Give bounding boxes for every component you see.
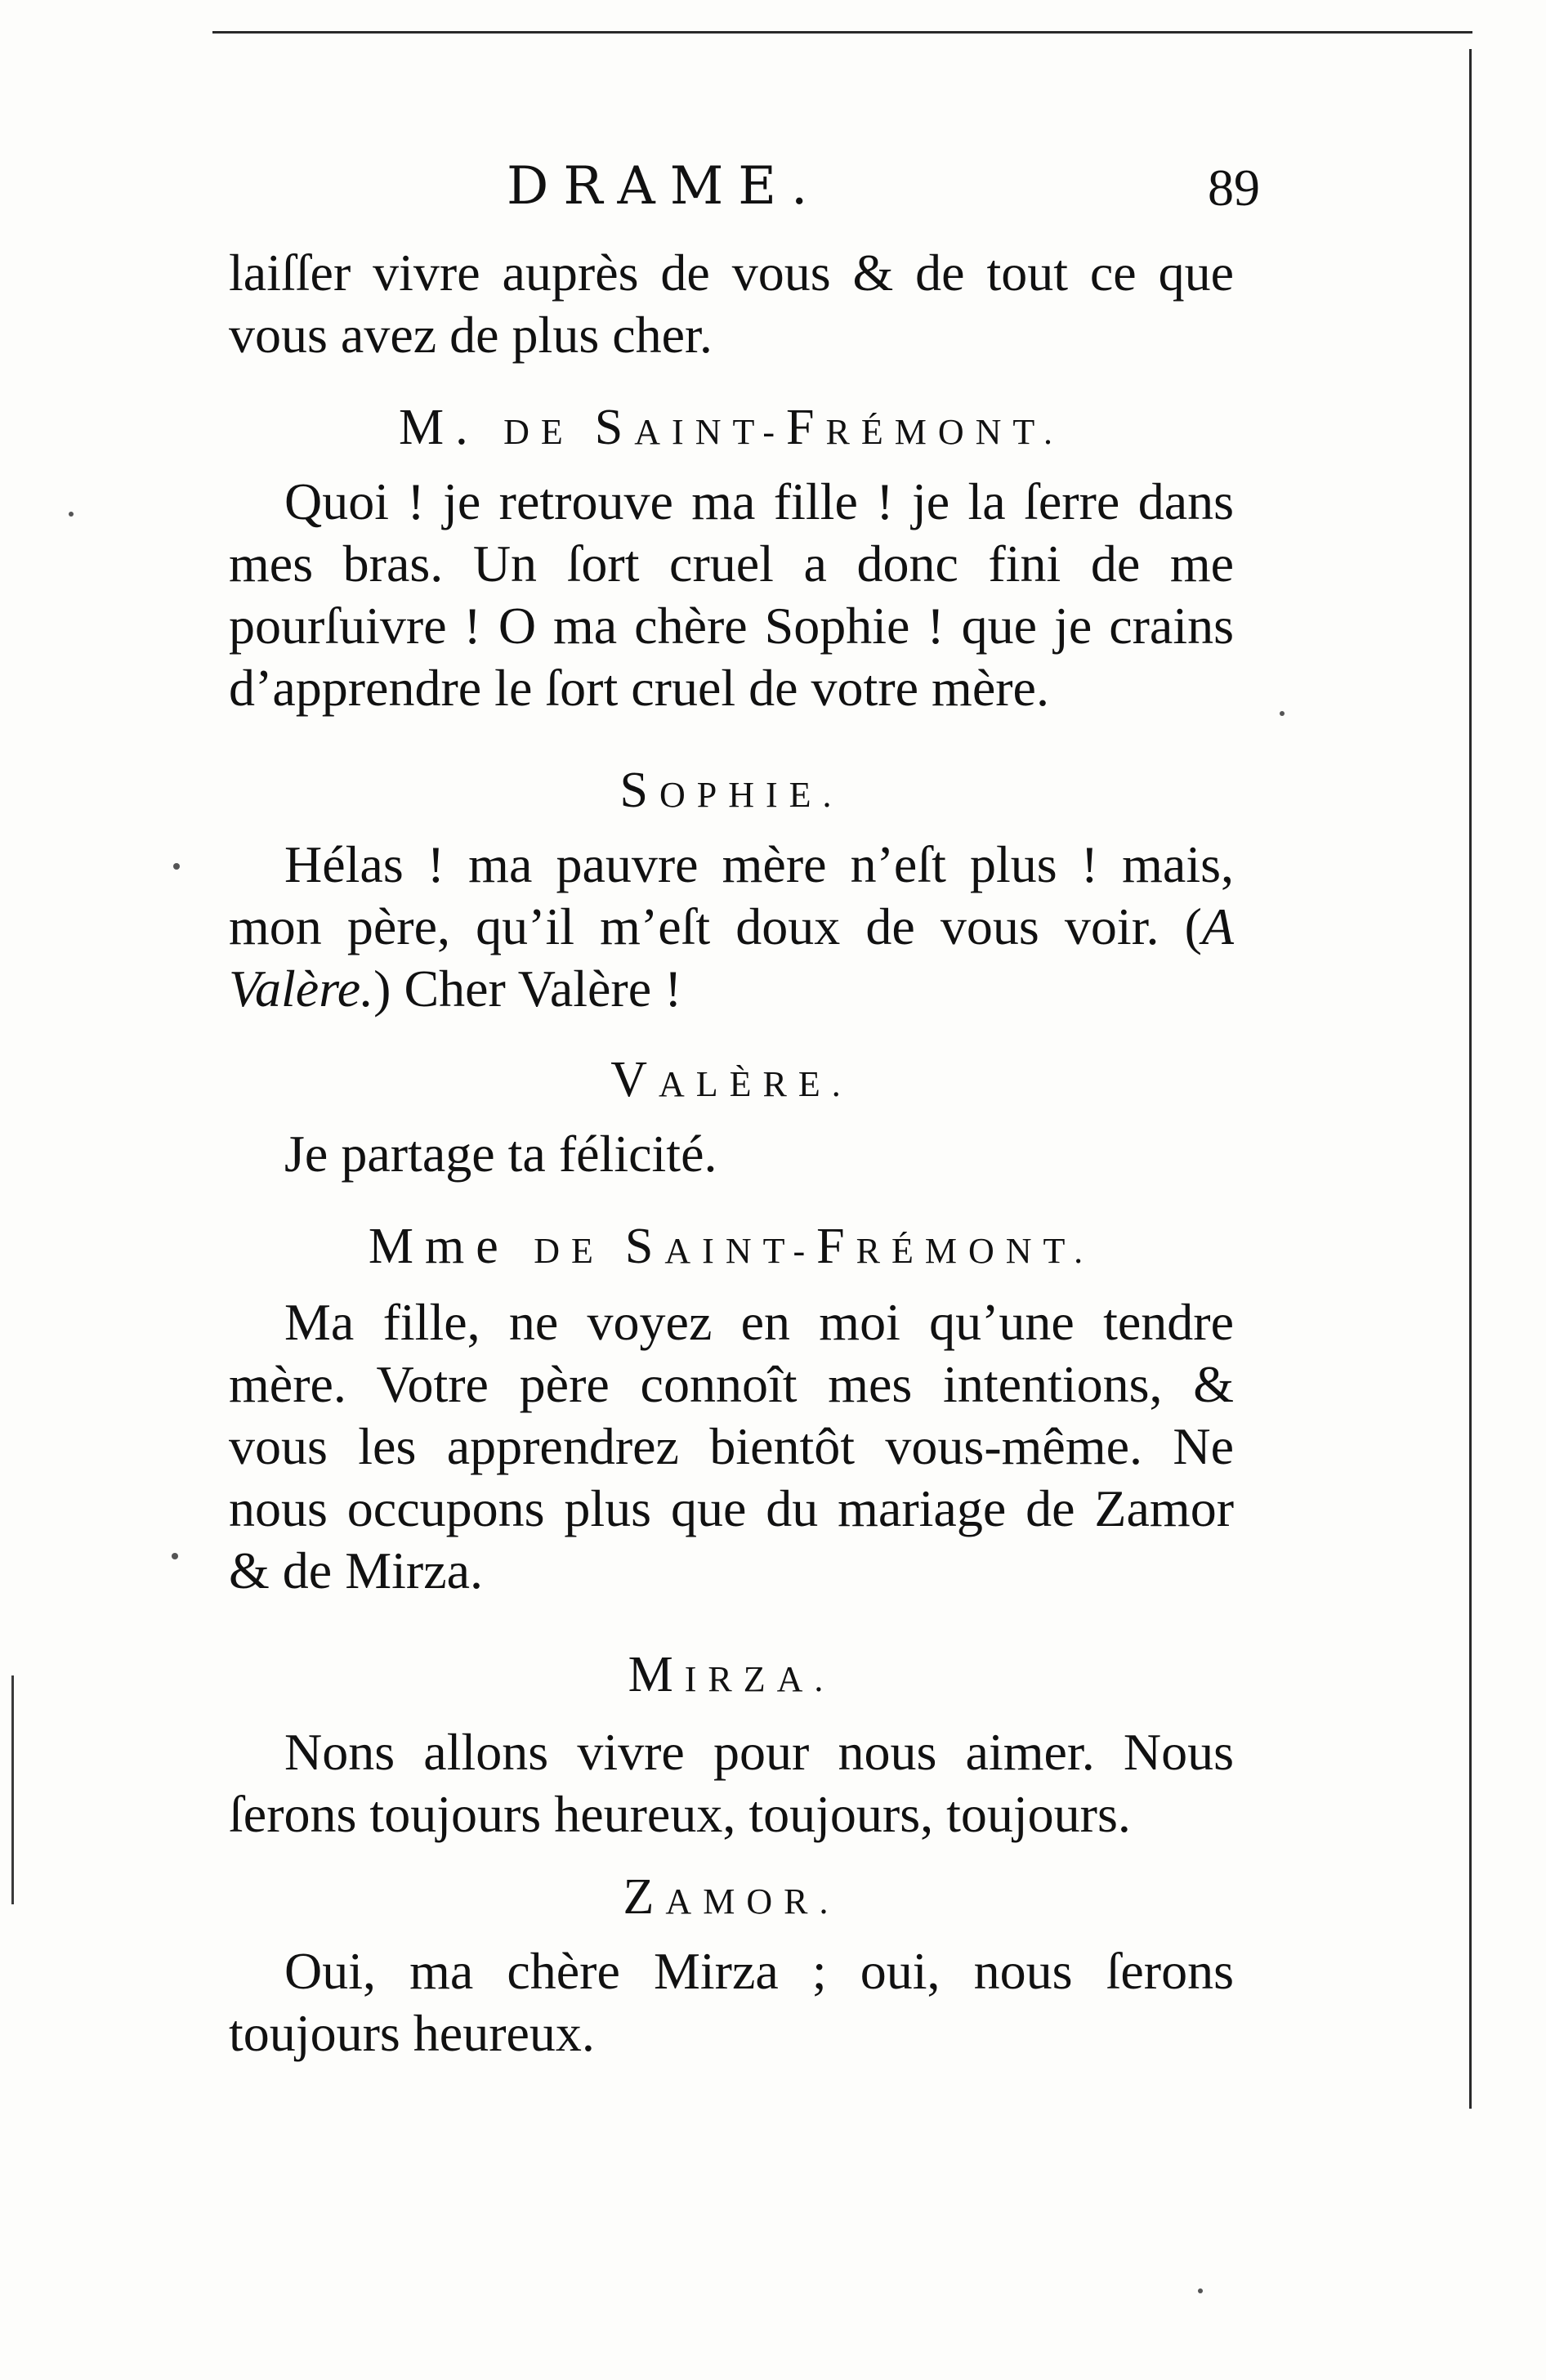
page-frame-top-rule bbox=[212, 31, 1472, 34]
paragraph-text: Nons allons vivre pour nous aimer. Nous ſerons toujours heureux, toujours, toujours. bbox=[229, 1723, 1234, 1843]
scan-speck bbox=[1280, 711, 1285, 716]
speaker-name-rest: IRZA. bbox=[684, 1659, 835, 1699]
scan-speck bbox=[69, 512, 74, 517]
paragraph-text: Oui, ma chère Mirza ; oui, nous ſerons toujours heureux. bbox=[229, 1942, 1234, 2062]
speaker-heading-mme-saint-fremont bbox=[229, 1221, 1234, 1272]
speaker-name-rest-2: RÉMONT. bbox=[825, 412, 1064, 452]
page-number: 89 bbox=[1208, 159, 1260, 217]
stage-direction: A Valère. bbox=[229, 897, 1234, 1018]
speaker-name-rest: AMOR. bbox=[665, 1881, 840, 1921]
paragraph-text: Quoi ! je retrouve ma fille ! je la ſerre dans mes bras. Un ſort cruel a donc fini de me pourſuivre ! O ma chère Sophie ! que je crains d’apprendre le ſort cruel de votre mère. bbox=[229, 472, 1234, 717]
speaker-initial-2: F bbox=[785, 400, 826, 455]
page-frame-left-rule bbox=[11, 1675, 14, 1904]
speaker-heading-saint-fremont bbox=[229, 402, 1234, 453]
speaker-name-rest: AINT- bbox=[634, 412, 786, 452]
speaker-heading-valere bbox=[229, 1054, 1234, 1105]
speaker-initial: V bbox=[610, 1052, 659, 1107]
text-after-stage-direction: ) Cher Valère ! bbox=[373, 960, 682, 1018]
speech-mme-saint-fremont bbox=[229, 1291, 1234, 1602]
paragraph-text bbox=[229, 834, 1234, 1020]
scan-speck bbox=[172, 1553, 178, 1559]
speaker-particle: DE bbox=[534, 1231, 625, 1271]
speaker-initial: S bbox=[594, 400, 635, 455]
speech-valere bbox=[229, 1123, 1234, 1185]
speaker-initial: S bbox=[619, 763, 659, 818]
speech-sophie bbox=[229, 834, 1234, 1020]
speaker-particle: DE bbox=[503, 412, 595, 452]
speech-zamor bbox=[229, 1940, 1234, 2065]
speaker-heading-mirza bbox=[229, 1649, 1234, 1700]
speaker-initial: S bbox=[624, 1219, 665, 1274]
paragraph-text: Je partage ta félicité. bbox=[284, 1125, 717, 1183]
speaker-heading-sophie bbox=[229, 765, 1234, 816]
speech-saint-fremont bbox=[229, 471, 1234, 719]
speaker-name-rest: OPHIE. bbox=[659, 775, 843, 815]
speaker-initial: Z bbox=[623, 1869, 666, 1925]
running-head: DRAME. bbox=[507, 156, 823, 217]
scan-speck bbox=[173, 863, 180, 870]
speech-mirza bbox=[229, 1721, 1234, 1845]
paragraph-continuation bbox=[229, 242, 1234, 366]
speaker-name-rest-2: RÉMONT. bbox=[856, 1231, 1095, 1271]
scan-speck bbox=[1198, 2288, 1203, 2293]
speaker-initial: M bbox=[628, 1647, 685, 1702]
speaker-name-rest: AINT- bbox=[664, 1231, 817, 1271]
page-frame-right-rule bbox=[1469, 49, 1472, 2109]
speaker-heading-zamor bbox=[229, 1869, 1234, 1925]
paragraph-text: Ma fille, ne voyez en moi qu’une tendre mère. Votre père connoît mes intentions, & vous les apprendrez bientôt vous-même. Ne nous occupons plus que du mariage de Zamor & de Mirza. bbox=[229, 1293, 1234, 1599]
speaker-name-rest: ALÈRE. bbox=[659, 1064, 852, 1104]
speaker-prefix: M. bbox=[399, 400, 504, 455]
speaker-initial-2: F bbox=[816, 1219, 856, 1274]
paragraph-text: laiſſer vivre auprès de vous & de tout ce que vous avez de plus cher. bbox=[229, 244, 1234, 364]
text-before-stage-direction: Hélas ! ma pauvre mère n’eſt plus ! mais, mon père, qu’il m’eſt doux de vous voir. ( bbox=[229, 835, 1234, 955]
speaker-prefix: Mme bbox=[368, 1219, 534, 1274]
